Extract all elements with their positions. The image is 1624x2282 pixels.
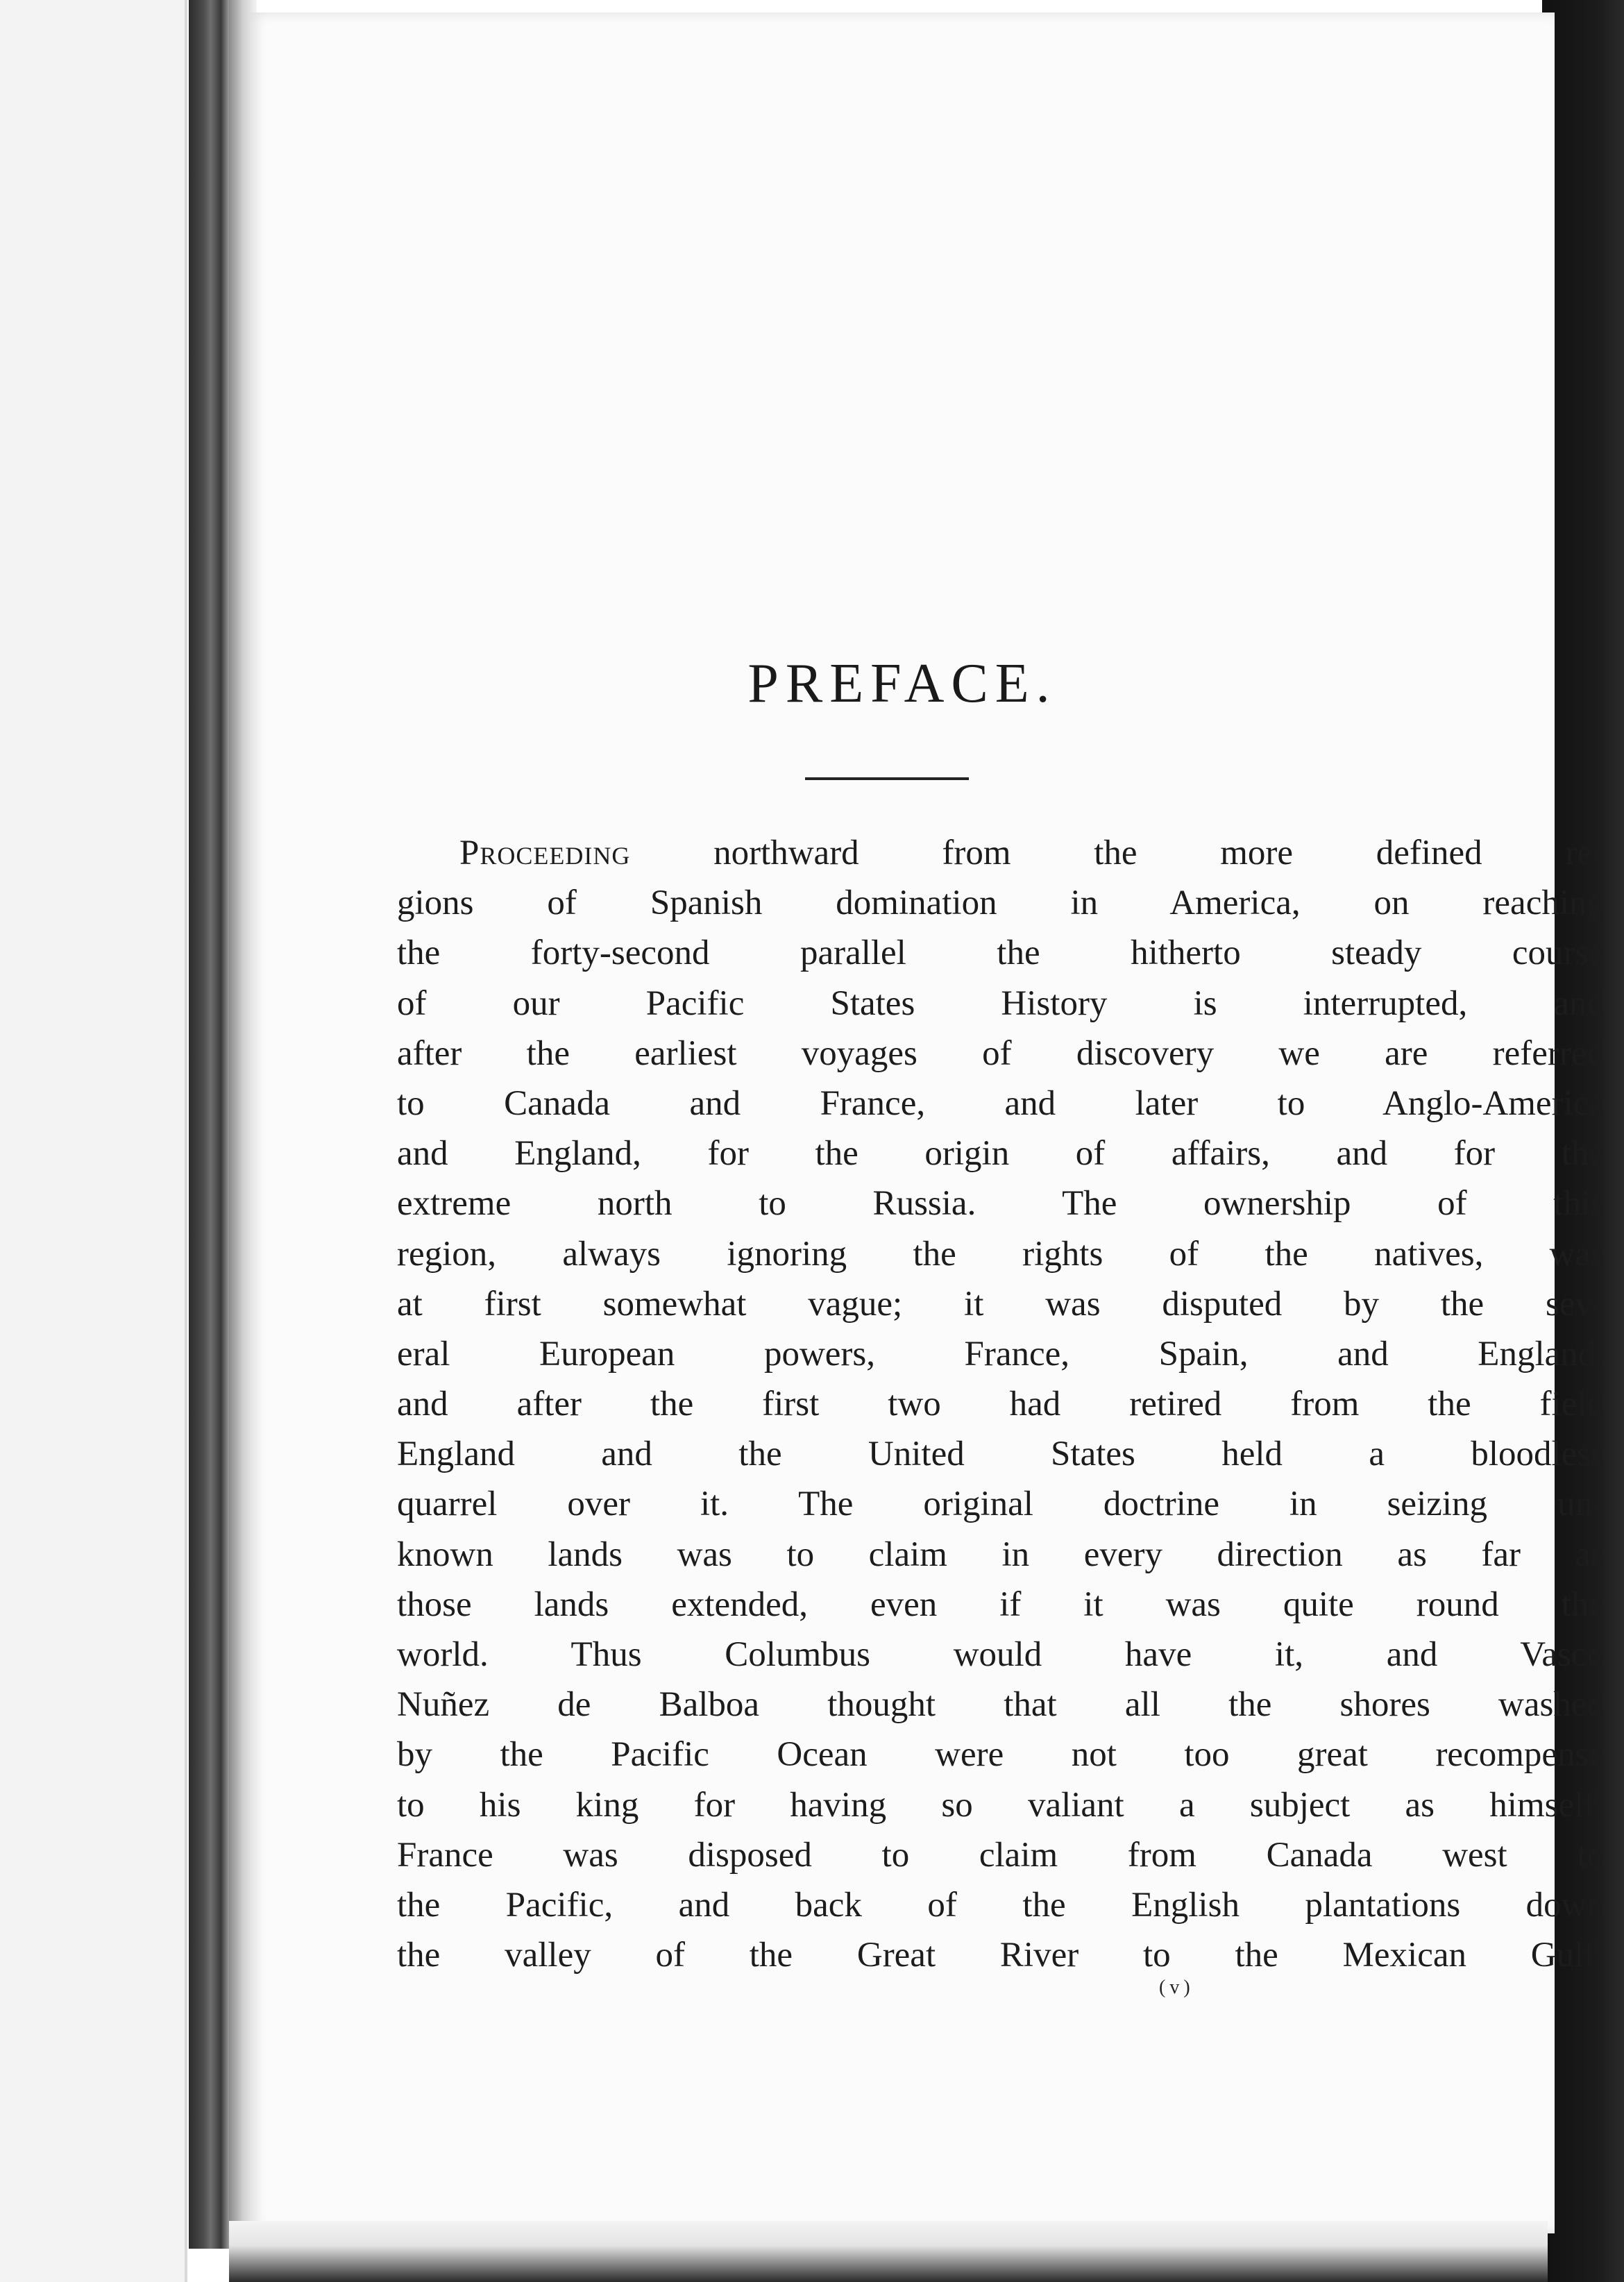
text-line: and England, for the origin of affairs, and for the [397, 1134, 1605, 1174]
text-line: those lands extended, even if it was quite round the [397, 1584, 1605, 1624]
facing-page [0, 0, 187, 2282]
title-rule [805, 777, 969, 780]
text-line: region, always ignoring the rights of the natives, was [397, 1234, 1605, 1274]
page-title: PREFACE. [747, 653, 1057, 714]
bottom-edge-shadow [229, 2221, 1548, 2282]
text-line: extreme north to Russia. The ownership of this [397, 1184, 1605, 1224]
text-line: the Pacific, and back of the English plantations down [397, 1885, 1605, 1925]
text-line: by the Pacific Ocean were not too great recompense [397, 1735, 1605, 1775]
text-line: quarrel over it. The original doctrine in seizing un- [397, 1485, 1605, 1524]
text-line: known lands was to claim in every direction as far as [397, 1535, 1605, 1574]
text-line: to his king for having so valiant a subject as himself. [397, 1785, 1605, 1825]
text-line: eral European powers, France, Spain, and England, [397, 1334, 1605, 1374]
lead-word: Proceeding [459, 834, 631, 872]
text-line: the forty-second parallel the hitherto steady course [397, 933, 1605, 973]
text-line: and after the first two had retired from the field [397, 1385, 1605, 1424]
printed-page [250, 12, 1605, 2233]
book-gutter [189, 0, 229, 2249]
preface-paragraph [397, 828, 1605, 1980]
text-line: gions of Spanish domination in America, on reaching [397, 884, 1605, 923]
text-line: France was disposed to claim from Canada west to [397, 1835, 1605, 1875]
text-line: at first somewhat vague; it was disputed by the sev- [397, 1284, 1605, 1324]
text-line: after the earliest voyages of discovery we are referred [397, 1033, 1605, 1073]
text-line: world. Thus Columbus would have it, and Vasco [397, 1635, 1605, 1674]
text-line: the valley of the Great River to the Mexican Gulf. [397, 1936, 1605, 1975]
page-number: (v) [1159, 1977, 1194, 1998]
text-line: Nuñez de Balboa thought that all the shores washed [397, 1685, 1605, 1725]
text-line: England and the United States held a bloodless [397, 1435, 1605, 1474]
text-line: to Canada and France, and later to Anglo-America [397, 1083, 1605, 1123]
text-line: of our Pacific States History is interrupted, and [397, 983, 1605, 1023]
text-line: Proceeding northward from the more defined re- [459, 834, 1605, 872]
